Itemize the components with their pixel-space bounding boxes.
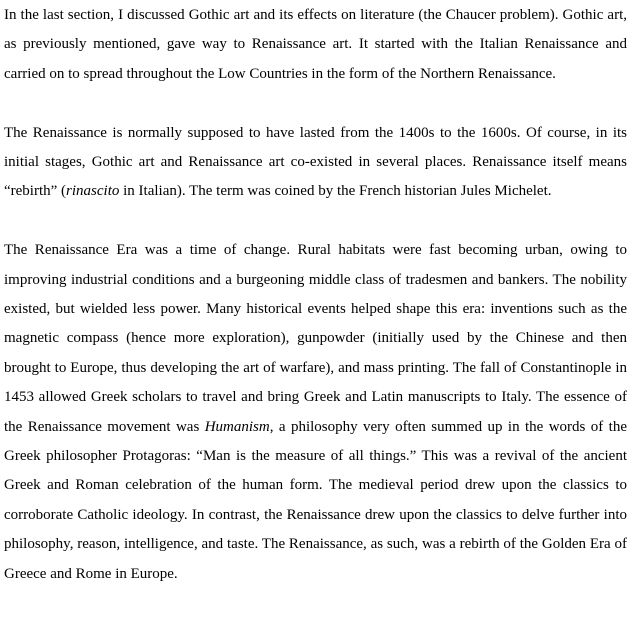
italic-term-rinascito: rinascito [66,183,120,200]
paragraph-text: In the last section, I discussed Gothic art and its effects on literature (the Chaucer problem). Gothic art, as previously mentioned, gave way to Renaissance art. It started with the Italian Renaissance and carried on to spread throughout the Low Countries in the form of the Northern Renaissance. [4,7,627,82]
paragraph-gothic-to-renaissance [4,1,627,89]
paragraph-renaissance-period [4,119,627,207]
paragraph-text: in Italian). The term was coined by the French historian Jules Michelet. [119,183,552,200]
paragraph-text: The Renaissance Era was a time of change. Rural habitats were fast becoming urban, owing to improving industrial conditions and a burgeoning middle class of tradesmen and bankers. The nobility existed, but wielded less power. Many historical events helped shape this era: inventions such as the magnetic compass (hence more exploration), gunpowder (initially used by the Chinese and then brought to Europe, thus developing the art of warfare), and mass printing. The fall of Constantinople in 1453 allowed Greek scholars to travel and bring Greek and Latin manuscripts to Italy. The essence of the Renaissance movement was [4,242,627,435]
italic-term-humanism: Humanism [204,418,270,435]
paragraph-renaissance-era [4,236,627,589]
paragraph-text: The Renaissance is normally supposed to have lasted from the 1400s to the 1600s. Of course, in its initial stages, Gothic art and Renaissance art co-existed in several places. Renaissance itself means “rebirth” ( [4,124,627,200]
paragraph-text: , a philosophy very often summed up in the words of the Greek philosopher Protagoras: “Man is the measure of all things.” This was a revival of the ancient Greek and Roman celebration of the human form. The medieval period drew upon the classics to corroborate Catholic ideology. In contrast, the Renaissance drew upon the classics to delve further into philosophy, reason, intelligence, and taste. The Renaissance, as such, was a rebirth of the Golden Era of Greece and Rome in Europe. [4,418,627,582]
document-body [4,1,627,589]
